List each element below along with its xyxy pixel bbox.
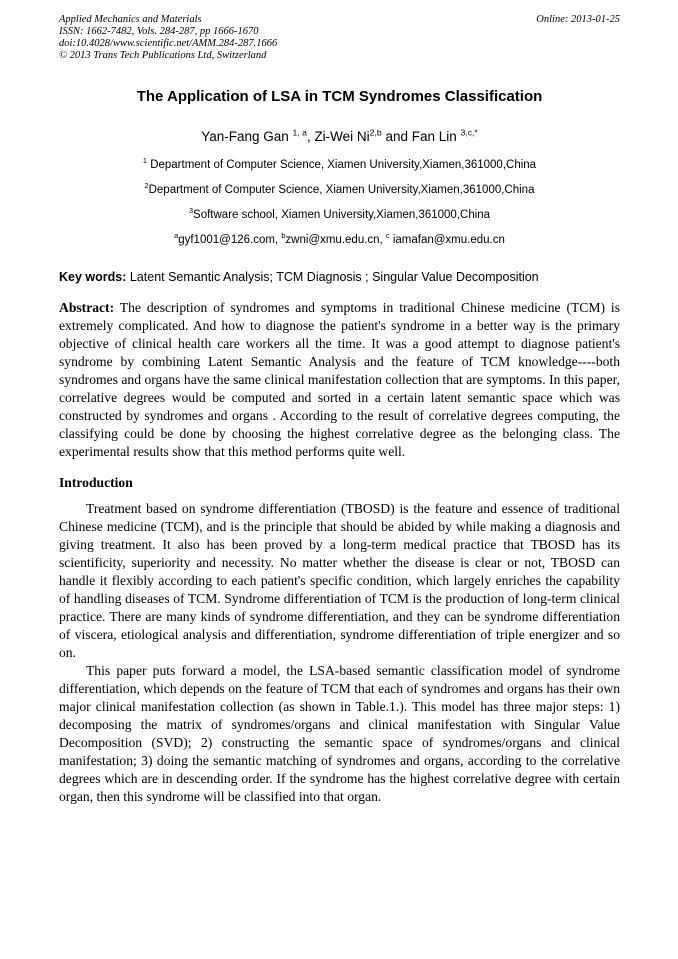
paragraph-introduction-2: This paper puts forward a model, the LSA-based semantic classification model of syndrome differentiation, which depends on the feature of TCM that each of syndromes and organs has their own major clinical manifestation collection (as shown in Table.1.). This model has three major steps: 1) decomposing the matrix of syndromes/organs and clinical manifestation with Singular Value Decomposition (SVD); 2) constructing the semantic space of syndromes/organs and clinical manifestation; 3) doing the semantic matching of syndromes and organs, according to the correlative degrees which are in descending order. If the syndrome has the highest correlative degree with certain organ, then this syndrome will be classified into that organ. (59, 663, 620, 804)
superscript-marker: c (385, 231, 390, 241)
paper-title: The Application of LSA in TCM Syndromes Classification (136, 88, 543, 105)
publication-info (59, 14, 277, 62)
publication-header (59, 14, 620, 62)
authors-line: Yan-Fang Gan $^{1, a}$, Zi-Wei Ni$^{2,b}$ and Fan Lin $^{3,c,*}$ (201, 127, 478, 144)
superscript-marker: 1 (142, 156, 147, 166)
keywords-text: Latent Semantic Analysis; TCM Diagnosis ; Singular Value Decomposition (126, 270, 539, 284)
superscript-marker: b (281, 231, 286, 241)
affiliation-line: $^1$ Department of Computer Science, Xiamen University,Xiamen,361000,China (142, 156, 537, 171)
section-heading-introduction: Introduction (59, 475, 133, 490)
doi-line: doi:10.4028/www.scientific.net/AMM.284-287.1666 (59, 38, 278, 49)
superscript-marker: 3,c,* (460, 127, 478, 138)
journal-name: Applied Mechanics and Materials (59, 14, 202, 25)
emails-line: $^a$gyf1001@126.com, $^b$zwni@xmu.edu.cn, $^c$ iamafan@xmu.edu.cn (174, 231, 505, 246)
issn-line: ISSN: 1662-7482, Vols. 284-287, pp 1666-1670 (59, 26, 259, 37)
keywords-label: Key words: (59, 270, 127, 284)
superscript-marker: 1, a (292, 127, 307, 138)
abstract-text: The description of syndromes and symptoms in traditional Chinese medicine (TCM) is extremely complicated. And how to diagnose the patient's syndrome in a better way is the primary objective of clinical health care workers all the time. It was a good attempt to diagnose patient's syndrome by combining Latent Semantic Analysis and the feature of TCM knowledge----both syndromes and organs have the same clinical manifestation collection that are symptoms. In this paper, correlative degrees would be computed and sorted in a certain latent semantic space which was constructed by syndromes and organs . According to the result of correlative degrees computing, the classifying could be done by choosing the highest correlative degree as the belonging class. The experimental results show that this method performs quite well. (59, 300, 620, 459)
superscript-marker: 2 (144, 181, 149, 191)
superscript-marker: 2,b (369, 127, 382, 138)
superscript-marker: a (174, 231, 179, 241)
keywords-line (59, 269, 620, 285)
abstract-label: Abstract: (59, 300, 115, 315)
affiliations-block (59, 153, 620, 228)
abstract (59, 299, 620, 461)
paragraph-introduction-1: Treatment based on syndrome differentiation (TBOSD) is the feature and essence of traditional Chinese medicine (TCM), and is the principle that should be abided by while making a diagnosis and giving treatment. It also has been proved by a long-term medical practice that TBOSD has its scientificity, superiority and necessity. No matter whether the disease is clear or not, TBOSD can handle it flexibly according to each patient's specific condition, which largely enriches the capability of handling diseases of TCM. Syndrome differentiation of TCM is the production of long-term clinical practice. There are many kinds of syndrome differentiation, and they can be syndrome differentiation of viscera, etiological analysis and differentiation, syndrome differentiation of triple energizer and so on. (59, 501, 620, 660)
affiliation-line: $^3$Software school, Xiamen University,Xiamen,361000,China (188, 206, 491, 221)
affiliation-line: $^2$Department of Computer Science, Xiamen University,Xiamen,361000,China (144, 181, 535, 196)
superscript-marker: 3 (188, 206, 194, 216)
online-date: Online: 2013-01-25 (536, 14, 620, 25)
copyright-line: © 2013 Trans Tech Publications Ltd, Switzerland (59, 50, 267, 61)
